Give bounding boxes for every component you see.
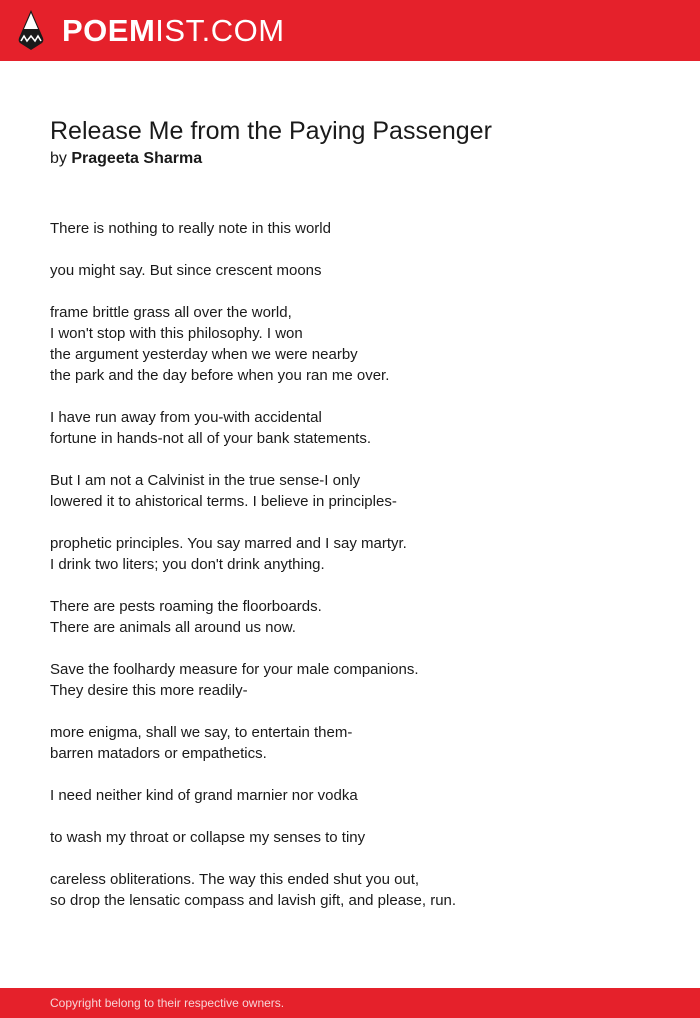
poem-line: But I am not a Calvinist in the true sense-I only bbox=[50, 472, 361, 489]
poem-stanza bbox=[50, 533, 670, 575]
poem-line: fortune in hands-not all of your bank statements. bbox=[50, 430, 372, 447]
site-footer bbox=[0, 988, 700, 1018]
logo-light-text: IST.COM bbox=[155, 13, 285, 48]
poem-line: Save the foolhardy measure for your male companions. bbox=[50, 661, 419, 678]
poem-stanza bbox=[50, 659, 670, 701]
poem-line: I need neither kind of grand marnier nor vodka bbox=[50, 787, 358, 804]
logo-bold-text: POEM bbox=[62, 13, 156, 48]
poem-stanza bbox=[50, 218, 670, 239]
site-logo[interactable] bbox=[62, 13, 285, 49]
poem-line: They desire this more readily- bbox=[50, 682, 248, 699]
poem-line: lowered it to ahistorical terms. I believe in principles- bbox=[50, 493, 397, 510]
poem-line: careless obliterations. The way this ended shut you out, bbox=[50, 871, 420, 888]
poem-line: the park and the day before when you ran me over. bbox=[50, 367, 390, 384]
poem-stanza bbox=[50, 869, 670, 911]
poem-line: the argument yesterday when we were nearby bbox=[50, 346, 358, 363]
poem-line: There are animals all around us now. bbox=[50, 619, 296, 636]
poem-stanza bbox=[50, 596, 670, 638]
poem-line: frame brittle grass all over the world, bbox=[50, 304, 292, 321]
poem-line: There are pests roaming the floorboards. bbox=[50, 598, 322, 615]
poem-body bbox=[50, 218, 670, 932]
poem-stanza bbox=[50, 827, 670, 848]
by-label: by bbox=[50, 150, 67, 167]
poem-line: to wash my throat or collapse my senses to tiny bbox=[50, 829, 366, 846]
poem-line: I drink two liters; you don't drink anything. bbox=[50, 556, 325, 573]
pencil-tip-icon bbox=[17, 9, 45, 51]
poem-stanza bbox=[50, 722, 670, 764]
poem-stanza bbox=[50, 260, 670, 281]
site-header bbox=[0, 0, 700, 61]
poem-line: you might say. But since crescent moons bbox=[50, 262, 322, 279]
poem-stanza bbox=[50, 407, 670, 449]
poem-line: I have run away from you-with accidental bbox=[50, 409, 322, 426]
author-name: Prageeta Sharma bbox=[71, 150, 203, 167]
poem-line: more enigma, shall we say, to entertain them- bbox=[50, 724, 353, 741]
poem-line: barren matadors or empathetics. bbox=[50, 745, 267, 762]
copyright-text: Copyright belong to their respective owners. bbox=[50, 996, 285, 1010]
poem-stanza bbox=[50, 470, 670, 512]
poem-title: Release Me from the Paying Passenger bbox=[50, 117, 492, 145]
poem-line: There is nothing to really note in this world bbox=[50, 220, 331, 237]
poem-line: so drop the lensatic compass and lavish gift, and please, run. bbox=[50, 892, 457, 909]
poem-stanza bbox=[50, 785, 670, 806]
poem-stanza bbox=[50, 302, 670, 386]
poem-line: I won't stop with this philosophy. I won bbox=[50, 325, 303, 342]
byline bbox=[50, 148, 202, 170]
poem-line: prophetic principles. You say marred and I say martyr. bbox=[50, 535, 407, 552]
